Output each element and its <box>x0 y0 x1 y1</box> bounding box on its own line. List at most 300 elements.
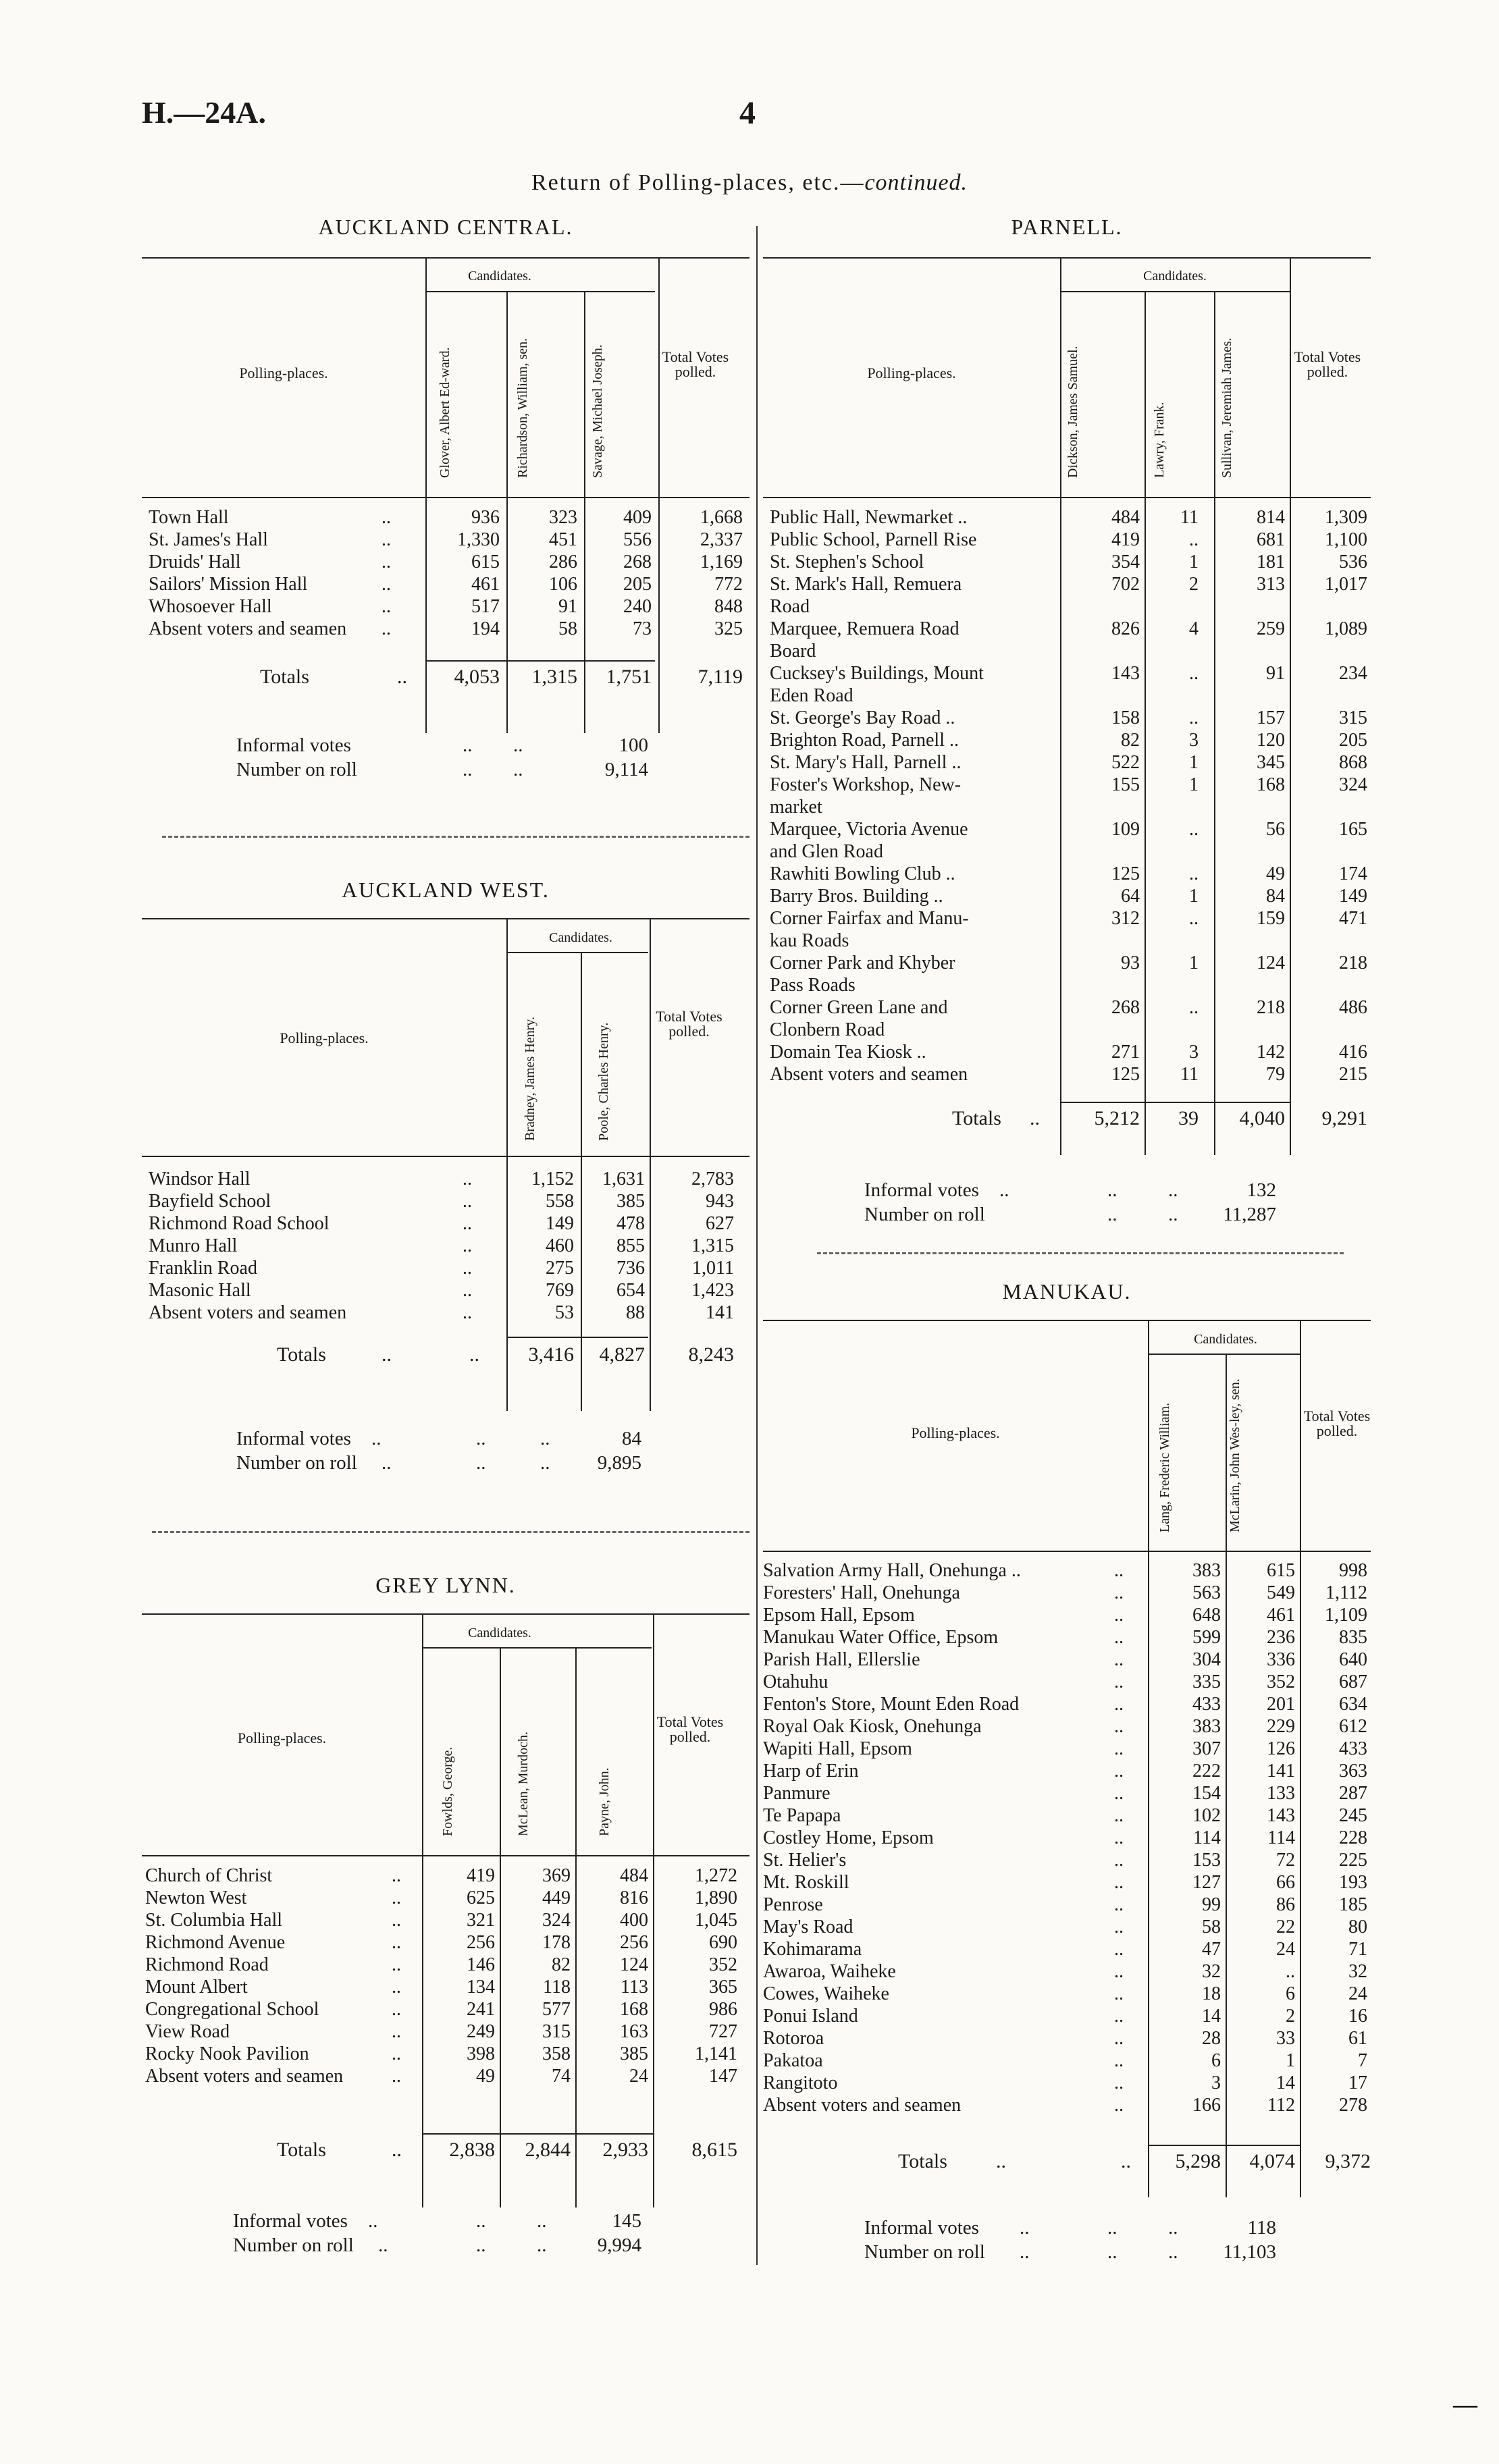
vote-cell: 563 <box>1192 1582 1221 1603</box>
polling-place-name: St. Columbia Hall <box>145 1910 282 1931</box>
page-number: 4 <box>739 95 756 131</box>
vote-cell: 1,631 <box>602 1169 645 1189</box>
informal-votes-value: 84 <box>622 1428 641 1449</box>
vote-cell: 229 <box>1267 1716 1295 1737</box>
vote-cell: 313 <box>1257 574 1285 595</box>
vote-cell: 315 <box>542 2021 571 2042</box>
number-on-roll-value: 11,103 <box>1223 2241 1276 2263</box>
vote-cell: 120 <box>1257 730 1285 751</box>
dot-leader: .. <box>463 1280 472 1301</box>
grey-lynn-table: GREY LYNN. Candidates. Polling-places. Total Votes polled. Fowlds, George. McLean, Murdoch. Payne, John. Church of Christ .. 419 369 484 1,272 Newton West .. 625 449 816 1,890 St. Columbia Hall .. 321 324 400 1,045 Richmond Avenue .. 256 178 256 690 Richmond Road .. 146 82 124 352 Mount Albert .. 134 118 113 365 Congregational School .. 241 577 168 986 View Road .. 249 315 163 727 Rocky Nook Pavilion .. 398 358 385 1,141 Absent voters and seamen .. 49 74 24 147 Totals .. 2,838 2,844 2,933 8,615 Informal votes .. .. .. 145 Number on roll .. .. .. 9,994 <box>142 1573 750 2255</box>
table-row <box>763 1916 1367 1938</box>
table-row <box>763 1626 1367 1649</box>
total-votes-cell: 943 <box>706 1191 734 1212</box>
vote-cell: 205 <box>623 574 652 595</box>
vote-cell: 18 <box>1202 1983 1221 2004</box>
candidates-label: Candidates. <box>1143 269 1207 284</box>
informal-votes-value: 132 <box>1246 1179 1276 1201</box>
table-body <box>763 1559 1367 2116</box>
vote-cell: 855 <box>616 1235 645 1256</box>
dot-leader: .. <box>392 2139 402 2161</box>
vote-cell: 451 <box>549 529 577 550</box>
polling-place-name: Marquee, Remuera Road Board <box>770 618 959 662</box>
table-row <box>149 551 743 573</box>
vote-cell: 114 <box>1267 1827 1295 1848</box>
vote-cell: 86 <box>1276 1894 1295 1915</box>
total-cell: 5,212 <box>1094 1107 1140 1129</box>
total-cell: 39 <box>1178 1107 1199 1129</box>
vote-cell: 369 <box>542 1865 571 1886</box>
vote-cell: 166 <box>1192 2095 1221 2116</box>
dot-leader: .. <box>463 1258 472 1279</box>
dot-leader: .. <box>1114 1582 1124 1603</box>
number-on-roll-label: Number on roll <box>236 759 357 780</box>
table-row <box>145 1887 743 1909</box>
table-top-rule <box>763 1320 1371 1321</box>
vote-cell: 383 <box>1192 1560 1221 1581</box>
vote-cell: 236 <box>1267 1627 1295 1648</box>
table-row <box>763 1960 1367 1983</box>
vote-cell: 1 <box>1189 774 1199 795</box>
dot-leader: .. <box>1114 1805 1124 1826</box>
table-top-rule <box>142 1613 750 1615</box>
total-cell: 2,933 <box>602 2139 648 2161</box>
vote-cell: 88 <box>626 1302 645 1323</box>
vote-cell: 625 <box>467 1887 495 1908</box>
total-votes-cell: 486 <box>1339 997 1367 1018</box>
polling-place-name: Harp of Erin <box>763 1761 859 1782</box>
total-cell: 1,315 <box>531 666 577 688</box>
dot-leader: .. <box>1114 1716 1124 1737</box>
polling-place-name: Sailors' Mission Hall <box>149 574 308 595</box>
total-votes-cell: 324 <box>1339 774 1367 795</box>
vote-cell: 14 <box>1202 2006 1221 2027</box>
table-row <box>770 618 1367 662</box>
number-on-roll-value: 9,895 <box>597 1452 641 1474</box>
totals-rule <box>422 2133 653 2135</box>
vote-cell: 153 <box>1192 1850 1221 1871</box>
vote-cell: 615 <box>1267 1560 1295 1581</box>
polling-place-name: Rangitoto <box>763 2072 838 2093</box>
vote-cell: 345 <box>1257 752 1285 773</box>
vote-cell: 433 <box>1192 1694 1221 1715</box>
table-row <box>149 1302 743 1324</box>
dot-leader: .. <box>476 1452 486 1474</box>
col-rule <box>650 918 651 1411</box>
total-votes-cell: 727 <box>709 2021 737 2042</box>
polling-place-name: Ponui Island <box>763 2006 858 2027</box>
polling-place-name: Epsom Hall, Epsom <box>763 1605 915 1626</box>
polling-place-name: Barry Bros. Building .. <box>770 886 943 907</box>
informal-votes-label: Informal votes <box>864 1179 979 1201</box>
number-on-roll-row <box>864 1202 1371 1227</box>
vote-cell: .. <box>1189 529 1199 550</box>
candidates-rule <box>422 1647 652 1649</box>
table-row <box>770 863 1367 885</box>
vote-cell: 84 <box>1266 886 1285 907</box>
table-row <box>763 1715 1367 1738</box>
total-cell: 7,119 <box>698 666 743 688</box>
polling-place-name: Marquee, Victoria Avenue and Glen Road <box>770 819 968 862</box>
vote-cell: .. <box>1189 863 1199 884</box>
totals-label: Totals <box>277 1343 326 1366</box>
dot-leader: .. <box>537 2210 547 2232</box>
vote-cell: 268 <box>623 552 652 572</box>
total-votes-cell: 234 <box>1339 663 1367 684</box>
vote-cell: 936 <box>471 507 500 528</box>
total-votes-cell: 1,423 <box>691 1280 734 1301</box>
table-body <box>149 506 743 640</box>
vote-cell: 1 <box>1189 953 1199 973</box>
polling-place-name: Brighton Road, Parnell .. <box>770 730 959 751</box>
vote-cell: 240 <box>623 596 652 617</box>
col-rule <box>425 257 427 733</box>
polling-place-name: Penrose <box>763 1894 823 1915</box>
informal-votes-row <box>233 2209 746 2233</box>
totals-rule <box>1060 1102 1290 1103</box>
section-separator <box>817 1252 1344 1254</box>
polling-place-name: Church of Christ <box>145 1865 273 1886</box>
vote-cell: 112 <box>1267 2095 1295 2116</box>
polling-place-name: Fenton's Store, Mount Eden Road <box>763 1694 1020 1715</box>
table-row <box>763 1738 1367 1760</box>
vote-cell: 82 <box>1121 730 1140 751</box>
vote-cell: 1 <box>1189 752 1199 773</box>
polling-place-name: Rotoroa <box>763 2028 824 2049</box>
vote-cell: 460 <box>546 1235 574 1256</box>
table-row <box>145 1909 743 1931</box>
vote-cell: 159 <box>1257 908 1285 929</box>
vote-cell: 155 <box>1111 774 1140 795</box>
dot-leader: .. <box>1114 1872 1124 1893</box>
total-votes-cell: 1,141 <box>695 2043 737 2064</box>
total-votes-cell: 634 <box>1339 1694 1367 1715</box>
polling-place-name: St. James's Hall <box>149 529 268 550</box>
vote-cell: 449 <box>542 1887 571 1908</box>
table-row <box>763 1938 1367 1960</box>
dot-leader: .. <box>392 1999 401 2020</box>
polling-place-name: Kohimarama <box>763 1939 862 1960</box>
total-votes-cell: 1,089 <box>1325 618 1367 639</box>
dot-leader: .. <box>1114 2028 1124 2049</box>
vote-cell: 383 <box>1192 1716 1221 1737</box>
vote-cell: 736 <box>616 1258 645 1279</box>
total-votes-cell: 1,112 <box>1325 1582 1367 1603</box>
polling-place-name: Domain Tea Kiosk .. <box>770 1042 926 1063</box>
vote-cell: 146 <box>467 1954 495 1975</box>
total-votes-cell: 868 <box>1339 752 1367 773</box>
total-votes-cell: 61 <box>1348 2028 1367 2049</box>
total-votes-cell: 315 <box>1339 707 1367 728</box>
table-row <box>770 707 1367 729</box>
section-title: PARNELL. <box>1011 215 1123 239</box>
polling-places-label: Polling-places. <box>911 1424 1000 1441</box>
polling-place-name: Public Hall, Newmarket .. <box>770 507 968 528</box>
vote-cell: 461 <box>471 574 500 595</box>
vote-cell: 259 <box>1257 618 1285 639</box>
polling-place-name: Public School, Parnell Rise <box>770 529 977 550</box>
total-votes-label: Total Votes polled. <box>662 348 729 380</box>
section-title: GREY LYNN. <box>375 1573 516 1597</box>
vote-cell: 218 <box>1257 997 1285 1018</box>
section-title: AUCKLAND CENTRAL. <box>318 215 573 239</box>
informal-votes-label: Informal votes <box>236 734 351 756</box>
vote-cell: 133 <box>1267 1783 1295 1804</box>
polling-place-name: Mt. Roskill <box>763 1872 849 1893</box>
candidates-label: Candidates. <box>1194 1332 1257 1347</box>
vote-cell: 286 <box>549 552 577 572</box>
header-bottom-rule <box>142 1855 750 1856</box>
vote-cell: 49 <box>476 2066 495 2087</box>
total-votes-cell: 363 <box>1339 1761 1367 1782</box>
vote-cell: 769 <box>546 1280 574 1301</box>
dot-leader: .. <box>1114 2095 1124 2116</box>
vote-cell: 241 <box>467 1999 495 2020</box>
vote-cell: 64 <box>1121 886 1140 907</box>
candidates-label: Candidates. <box>468 269 531 284</box>
vote-cell: 222 <box>1192 1761 1221 1782</box>
polling-place-name: St. Helier's <box>763 1850 847 1871</box>
table-row <box>770 506 1367 529</box>
dot-leader: .. <box>469 1343 479 1366</box>
dot-leader: .. <box>382 1343 392 1366</box>
table-row <box>145 1931 743 1954</box>
table-body <box>770 506 1367 1086</box>
polling-place-name: Corner Green Lane and Clonbern Road <box>770 997 948 1040</box>
polling-place-name: Panmure <box>763 1783 831 1804</box>
informal-votes-row <box>864 2216 1371 2240</box>
dot-leader: .. <box>1114 1761 1124 1782</box>
vote-cell: 149 <box>546 1213 574 1234</box>
polling-place-name: Rawhiti Bowling Club .. <box>770 863 955 884</box>
polling-place-name: Munro Hall <box>149 1235 238 1256</box>
vote-cell: 124 <box>620 1954 648 1975</box>
vote-cell: 58 <box>1202 1917 1221 1937</box>
total-votes-cell: 205 <box>1339 730 1367 751</box>
vote-cell: 256 <box>467 1932 495 1953</box>
polling-place-name: Corner Fairfax and Manu- kau Roads <box>770 908 969 951</box>
number-on-roll-label: Number on roll <box>233 2234 354 2256</box>
polling-place-name: Pakatoa <box>763 2050 823 2071</box>
dot-leader: .. <box>476 2210 486 2232</box>
dot-leader: .. <box>1114 1671 1124 1692</box>
table-row <box>770 751 1367 774</box>
vote-cell: 66 <box>1276 1872 1295 1893</box>
vote-cell: 275 <box>546 1258 574 1279</box>
polling-place-name: Absent voters and seamen <box>145 2066 344 2087</box>
vote-cell: 141 <box>1267 1761 1295 1782</box>
vote-cell: 271 <box>1111 1042 1140 1063</box>
polling-place-name: Foster's Workshop, New- market <box>770 774 962 818</box>
total-votes-cell: 1,315 <box>691 1235 734 1256</box>
total-votes-cell: 80 <box>1348 1917 1367 1937</box>
polling-place-name: Town Hall <box>149 507 229 528</box>
polling-place-name: Bayfield School <box>149 1191 271 1212</box>
total-votes-label: Total Votes polled. <box>1294 348 1361 380</box>
section-separator <box>162 836 750 838</box>
dot-leader: .. <box>1114 1627 1124 1648</box>
total-votes-cell: 2,783 <box>691 1169 734 1189</box>
vote-cell: 385 <box>620 2043 648 2064</box>
vote-cell: 702 <box>1111 574 1140 595</box>
total-votes-cell: 433 <box>1339 1738 1367 1759</box>
candidates-label: Candidates. <box>549 930 612 945</box>
vote-cell: 47 <box>1202 1939 1221 1960</box>
totals-label: Totals <box>952 1107 1001 1129</box>
vote-cell: 2 <box>1286 2006 1295 2027</box>
vote-cell: 358 <box>542 2043 571 2064</box>
dot-leader: .. <box>382 507 391 528</box>
vote-cell: 56 <box>1266 819 1285 840</box>
polling-place-name: Manukau Water Office, Epsom <box>763 1627 999 1648</box>
polling-place-name: Richmond Road School <box>149 1213 330 1234</box>
vote-cell: 106 <box>549 574 577 595</box>
vote-cell: 307 <box>1192 1738 1221 1759</box>
dot-leader: .. <box>392 1865 401 1886</box>
dot-leader: .. <box>476 2234 486 2256</box>
vote-cell: .. <box>1189 908 1199 929</box>
vote-cell: 158 <box>1111 707 1140 728</box>
vote-cell: 14 <box>1276 2072 1295 2093</box>
vote-cell: 1 <box>1286 2050 1295 2071</box>
vote-cell: 648 <box>1192 1605 1221 1626</box>
table-body <box>149 1168 743 1324</box>
vote-cell: 816 <box>620 1887 648 1908</box>
polling-place-name: Absent voters and seamen <box>149 1302 347 1323</box>
total-votes-cell: 848 <box>714 596 743 617</box>
vote-cell: 73 <box>633 618 652 639</box>
vote-cell: 323 <box>549 507 577 528</box>
vote-cell: 577 <box>542 1999 571 2020</box>
vote-cell: 24 <box>1276 1939 1295 1960</box>
table-row <box>145 1976 743 1998</box>
vote-cell: 93 <box>1121 953 1140 973</box>
vote-cell: 312 <box>1111 908 1140 929</box>
vote-cell: 419 <box>1111 529 1140 550</box>
dot-leader: .. <box>1114 1961 1124 1982</box>
dot-leader: .. <box>382 552 391 572</box>
total-votes-cell: 16 <box>1348 2006 1367 2027</box>
total-votes-cell: 185 <box>1339 1894 1367 1915</box>
polling-place-name: Wapiti Hall, Epsom <box>763 1738 912 1759</box>
table-row <box>763 2072 1367 2094</box>
auckland-central-table: AUCKLAND CENTRAL. Candidates. Polling-places. Total Votes polled. Glover, Albert Ed-ward. Richardson, William, sen. Savage, Michael Joseph. Town Hall .. 936 323 409 1,668 St. James's Hall .. 1,330 451 556 2,337 Druids' Hall .. 615 286 268 1,169 Sailors' Mission Hall .. 461 106 205 772 Whosoever Hall .. 517 91 240 848 Absent voters and seamen .. 194 58 73 325 Totals .. 4,053 1,315 1,751 7,119 Informal votes .. .. 100 Number on roll .. .. 9,114 <box>142 215 750 795</box>
polling-place-name: Franklin Road <box>149 1258 257 1279</box>
vote-cell: 268 <box>1111 997 1140 1018</box>
total-votes-cell: 149 <box>1339 886 1367 907</box>
vote-cell: 33 <box>1276 2028 1295 2049</box>
dot-leader: .. <box>1121 2150 1131 2172</box>
number-on-roll-row <box>864 2240 1371 2264</box>
dot-leader: .. <box>999 1179 1009 1201</box>
vote-cell: 654 <box>616 1280 645 1301</box>
dot-leader: .. <box>1114 1850 1124 1871</box>
total-votes-cell: 147 <box>709 2066 737 2087</box>
section-title: MANUKAU. <box>1002 1279 1132 1304</box>
table-row <box>763 1693 1367 1715</box>
document-code: H.—24A. <box>142 95 266 130</box>
polling-place-name: Richmond Avenue <box>145 1932 286 1953</box>
totals-label: Totals <box>260 666 309 688</box>
total-cell: 3,416 <box>528 1343 574 1366</box>
informal-votes-row <box>864 1178 1371 1202</box>
vote-cell: 201 <box>1267 1694 1295 1715</box>
polling-place-name: St. Mary's Hall, Parnell .. <box>770 752 962 773</box>
dot-leader: .. <box>540 1428 550 1449</box>
total-votes-cell: 278 <box>1339 2095 1367 2116</box>
total-cell: 5,298 <box>1175 2150 1221 2172</box>
vote-cell: 109 <box>1111 819 1140 840</box>
dot-leader: .. <box>1114 2072 1124 2093</box>
vote-cell: 304 <box>1192 1649 1221 1670</box>
polling-place-name: Windsor Hall <box>149 1169 251 1189</box>
polling-place-name: St. Mark's Hall, Remuera Road <box>770 574 962 617</box>
dot-leader: .. <box>392 1887 401 1908</box>
table-row <box>770 774 1367 818</box>
dot-leader: .. <box>537 2234 547 2256</box>
dot-leader: .. <box>1114 1605 1124 1626</box>
totals-label: Totals <box>277 2139 326 2161</box>
table-row <box>770 885 1367 907</box>
vote-cell: 517 <box>471 596 500 617</box>
dot-leader: .. <box>463 1235 472 1256</box>
vote-cell: 478 <box>616 1213 645 1234</box>
section-title: AUCKLAND WEST. <box>342 878 550 902</box>
dot-leader: .. <box>1114 1783 1124 1804</box>
vote-cell: 194 <box>471 618 500 639</box>
total-votes-cell: 835 <box>1339 1627 1367 1648</box>
table-row <box>149 618 743 640</box>
total-cell: 4,053 <box>454 666 500 688</box>
table-row <box>149 573 743 595</box>
vote-cell: .. <box>1189 997 1199 1018</box>
informal-votes-label: Informal votes <box>233 2210 348 2232</box>
vote-cell: 113 <box>621 1977 648 1998</box>
dot-leader: .. <box>463 1191 472 1212</box>
candidates-rule <box>425 291 655 292</box>
table-row <box>763 2050 1367 2072</box>
vote-cell: 484 <box>1111 507 1140 528</box>
vote-cell: 127 <box>1192 1872 1221 1893</box>
total-votes-label: Total Votes polled. <box>656 1713 724 1745</box>
table-row <box>770 952 1367 996</box>
total-votes-cell: 536 <box>1339 552 1367 572</box>
total-votes-cell: 416 <box>1339 1042 1367 1063</box>
dot-leader: .. <box>392 2043 401 2064</box>
total-cell: 2,838 <box>449 2139 495 2161</box>
vote-cell: 91 <box>1266 663 1285 684</box>
total-votes-cell: 687 <box>1339 1671 1367 1692</box>
dot-leader: .. <box>392 1932 401 1953</box>
vote-cell: 335 <box>1192 1671 1221 1692</box>
dot-leader: .. <box>1168 2241 1178 2263</box>
header-bottom-rule <box>763 497 1371 498</box>
vote-cell: 6 <box>1211 2050 1221 2071</box>
number-on-roll-label: Number on roll <box>864 2241 985 2263</box>
vote-cell: 3 <box>1189 730 1199 751</box>
vote-cell: 102 <box>1192 1805 1221 1826</box>
vote-cell: 125 <box>1111 863 1140 884</box>
vote-cell: 419 <box>467 1865 495 1886</box>
vote-cell: 352 <box>1267 1671 1295 1692</box>
polling-place-name: Masonic Hall <box>149 1280 251 1301</box>
table-row <box>763 1649 1367 1671</box>
total-votes-cell: 1,045 <box>695 1910 737 1931</box>
total-votes-cell: 1,109 <box>1325 1605 1367 1626</box>
dot-leader: .. <box>1168 1204 1178 1225</box>
totals-label: Totals <box>898 2150 947 2172</box>
dot-leader: .. <box>371 1428 382 1449</box>
